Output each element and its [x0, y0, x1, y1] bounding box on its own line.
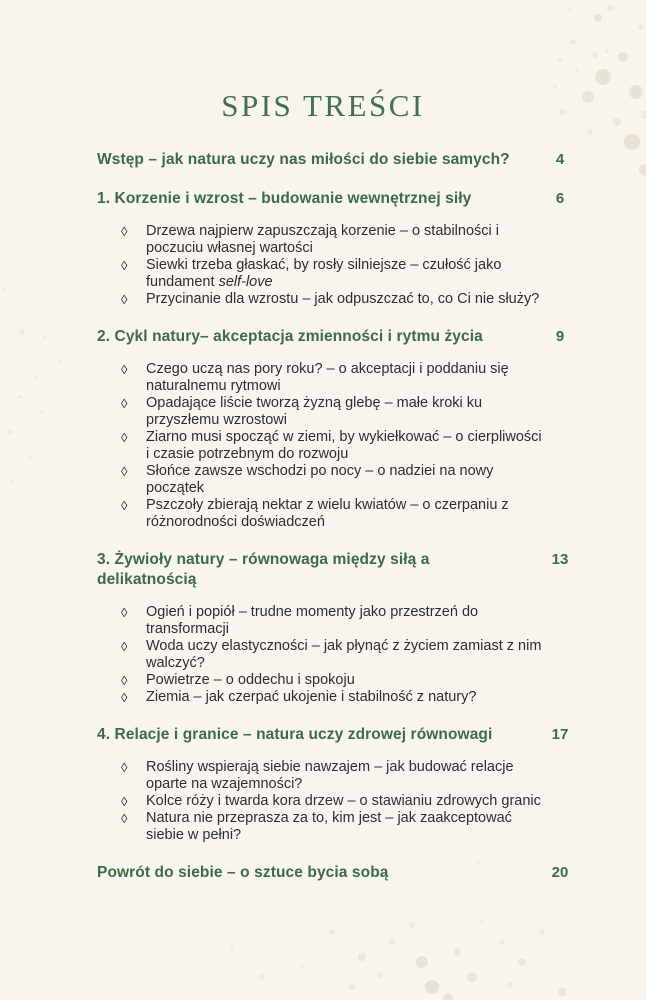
toc-page-number: 13: [551, 551, 569, 568]
paint-speckle: [28, 455, 32, 459]
toc-heading-label: Wstęp – jak natura uczy nas miłości do siebie samych?: [97, 151, 510, 168]
diamond-bullet-icon: ◊: [121, 258, 128, 273]
paint-speckle: [358, 953, 366, 961]
paint-speckle: [377, 972, 383, 978]
toc-entry: [97, 725, 580, 745]
paint-speckle: [416, 956, 428, 968]
diamond-bullet-icon: ◊: [121, 760, 128, 775]
paint-speckle: [507, 982, 513, 988]
paint-speckle: [43, 335, 47, 339]
toc-heading-label: 1. Korzenie i wzrost – budowanie wewnętrznej siły: [97, 190, 472, 207]
paint-speckle: [34, 375, 38, 379]
paint-speckle: [329, 929, 335, 935]
paint-speckle: [59, 360, 63, 364]
toc-entry: [97, 550, 580, 590]
paint-speckle: [518, 958, 526, 966]
toc-subitem-text: Ziemia – jak czerpać ukojenie i stabilność z natury?: [146, 689, 477, 705]
toc-subitem-text: Drzewa najpierw zapuszczają korzenie – o stabilności i poczuciu własnej wartości: [146, 223, 499, 256]
paint-speckle: [389, 939, 395, 945]
toc-heading-label: 3. Żywioły natury – równowaga między siłą a delikatnością: [97, 551, 430, 588]
toc-subitem: [121, 672, 580, 689]
page-title: SPIS TREŚCI: [221, 88, 425, 123]
toc-subitem: [121, 638, 580, 672]
paint-speckle: [443, 993, 453, 1000]
toc-subitem-text: Natura nie przeprasza za to, kim jest – jak zaakceptować siebie w pełni?: [146, 810, 512, 843]
toc-sublist: [97, 759, 580, 844]
paint-speckle: [480, 920, 484, 924]
toc-subitem: [121, 291, 580, 308]
toc-sublist: [97, 604, 580, 706]
paint-speckle: [587, 129, 593, 135]
toc-subitem-text: Ziarno musi spocząć w ziemi, by wykiełkować – o cierpliwości i czasie potrzebnym do rozwoju: [146, 429, 542, 462]
toc-subitem-text: Rośliny wspierają siebie nawzajem – jak budować relacje oparte na wzajemności?: [146, 759, 514, 792]
diamond-bullet-icon: ◊: [121, 430, 128, 445]
diamond-bullet-icon: ◊: [121, 811, 128, 826]
paint-speckle: [18, 395, 22, 399]
toc-page-number: 6: [555, 190, 565, 207]
toc-section-5: [97, 725, 580, 844]
toc-subitem-text: Ogień i popiół – trudne momenty jako przestrzeń do transformacji: [146, 604, 479, 637]
toc-subitem-text: Opadające liście tworzą żyzną glebę – małe kroki ku przyszłemu wzrostowi: [146, 395, 483, 428]
toc-subitem: [121, 463, 580, 497]
toc-subitem: [121, 223, 580, 257]
toc-page-number: 9: [555, 328, 565, 345]
paint-speckle: [624, 134, 640, 150]
toc-entry: [97, 327, 580, 347]
paint-speckle: [558, 988, 566, 996]
toc-subitem-text: Siewki trzeba głaskać, by rosły silniejsze – czułość jako fundament self-love: [146, 257, 502, 290]
paint-speckle: [467, 972, 477, 982]
toc-section-6: [97, 863, 580, 883]
diamond-bullet-icon: ◊: [121, 498, 128, 513]
toc-sublist: [97, 223, 580, 308]
paint-speckle: [300, 965, 304, 969]
toc-subitem-text: Przycinanie dla wzrostu – jak odpuszczać to, co Ci nie służy?: [146, 291, 540, 307]
diamond-bullet-icon: ◊: [121, 639, 128, 654]
toc-subitem: [121, 497, 580, 531]
paint-speckle: [1, 288, 5, 292]
toc-entry: [97, 863, 580, 883]
toc-subitem-text: Czego uczą nas pory roku? – o akceptacji i poddaniu się naturalnemu rytmowi: [146, 361, 509, 394]
paint-speckle: [8, 430, 12, 434]
toc-subitem-text: Powietrze – o oddechu i spokoju: [146, 672, 355, 688]
toc-page-number: 20: [551, 864, 569, 881]
diamond-bullet-icon: ◊: [121, 464, 128, 479]
toc-heading-label: Powrót do siebie – o sztuce bycia sobą: [97, 864, 389, 881]
toc-subitem-text: Woda uczy elastyczności – jak płynąć z życiem zamiast z nim walczyć?: [146, 638, 542, 671]
toc-entry: [97, 189, 580, 209]
toc-subitem: [121, 361, 580, 395]
paint-speckle: [39, 410, 43, 414]
toc-subitem: [121, 395, 580, 429]
diamond-bullet-icon: ◊: [121, 362, 128, 377]
toc-list: [97, 150, 580, 883]
toc-page-number: 17: [551, 726, 569, 743]
paint-speckle: [425, 980, 439, 994]
diamond-bullet-icon: ◊: [121, 396, 128, 411]
diamond-bullet-icon: ◊: [121, 224, 128, 239]
toc-section-1: [97, 150, 580, 170]
diamond-bullet-icon: ◊: [121, 673, 128, 688]
toc-section-4: [97, 550, 580, 706]
diamond-bullet-icon: ◊: [121, 605, 128, 620]
diamond-bullet-icon: ◊: [121, 690, 128, 705]
diamond-bullet-icon: ◊: [121, 794, 128, 809]
toc-heading-label: 2. Cykl natury– akceptacja zmienności i rytmu życia: [97, 328, 483, 345]
toc-subitem-text: Pszczoły zbierają nektar z wielu kwiatów – o czerpaniu z różnorodności doświadczeń: [146, 497, 509, 530]
paint-speckle: [259, 974, 265, 980]
paint-speckle: [639, 164, 646, 176]
toc-subitem: [121, 257, 580, 291]
paint-speckle: [349, 984, 355, 990]
toc-subitem: [121, 429, 580, 463]
paint-speckle: [409, 922, 415, 928]
paint-speckle: [11, 480, 15, 484]
toc-subitem: [121, 689, 580, 706]
toc-heading-label: 4. Relacje i granice – natura uczy zdrowej równowagi: [97, 726, 493, 743]
paint-speckle: [539, 929, 545, 935]
paint-speckle: [453, 948, 461, 956]
toc-section-2: [97, 189, 580, 308]
toc-entry: [97, 150, 580, 170]
toc-subitem-text: Słońce zawsze wschodzi po nocy – o nadziei na nowy początek: [146, 463, 494, 496]
diamond-bullet-icon: ◊: [121, 292, 128, 307]
toc-subitem: [121, 810, 580, 844]
toc-subitem: [121, 793, 580, 810]
toc-page-number: 4: [555, 151, 565, 168]
toc-subitem: [121, 759, 580, 793]
paint-speckle: [499, 939, 505, 945]
paint-speckle: [230, 945, 234, 949]
paint-speckle: [19, 329, 25, 335]
toc-section-3: [97, 327, 580, 531]
toc-subitem-text: Kolce róży i twarda kora drzew – o stawianiu zdrowych granic: [146, 793, 541, 809]
toc-sublist: [97, 361, 580, 531]
toc-subitem: [121, 604, 580, 638]
